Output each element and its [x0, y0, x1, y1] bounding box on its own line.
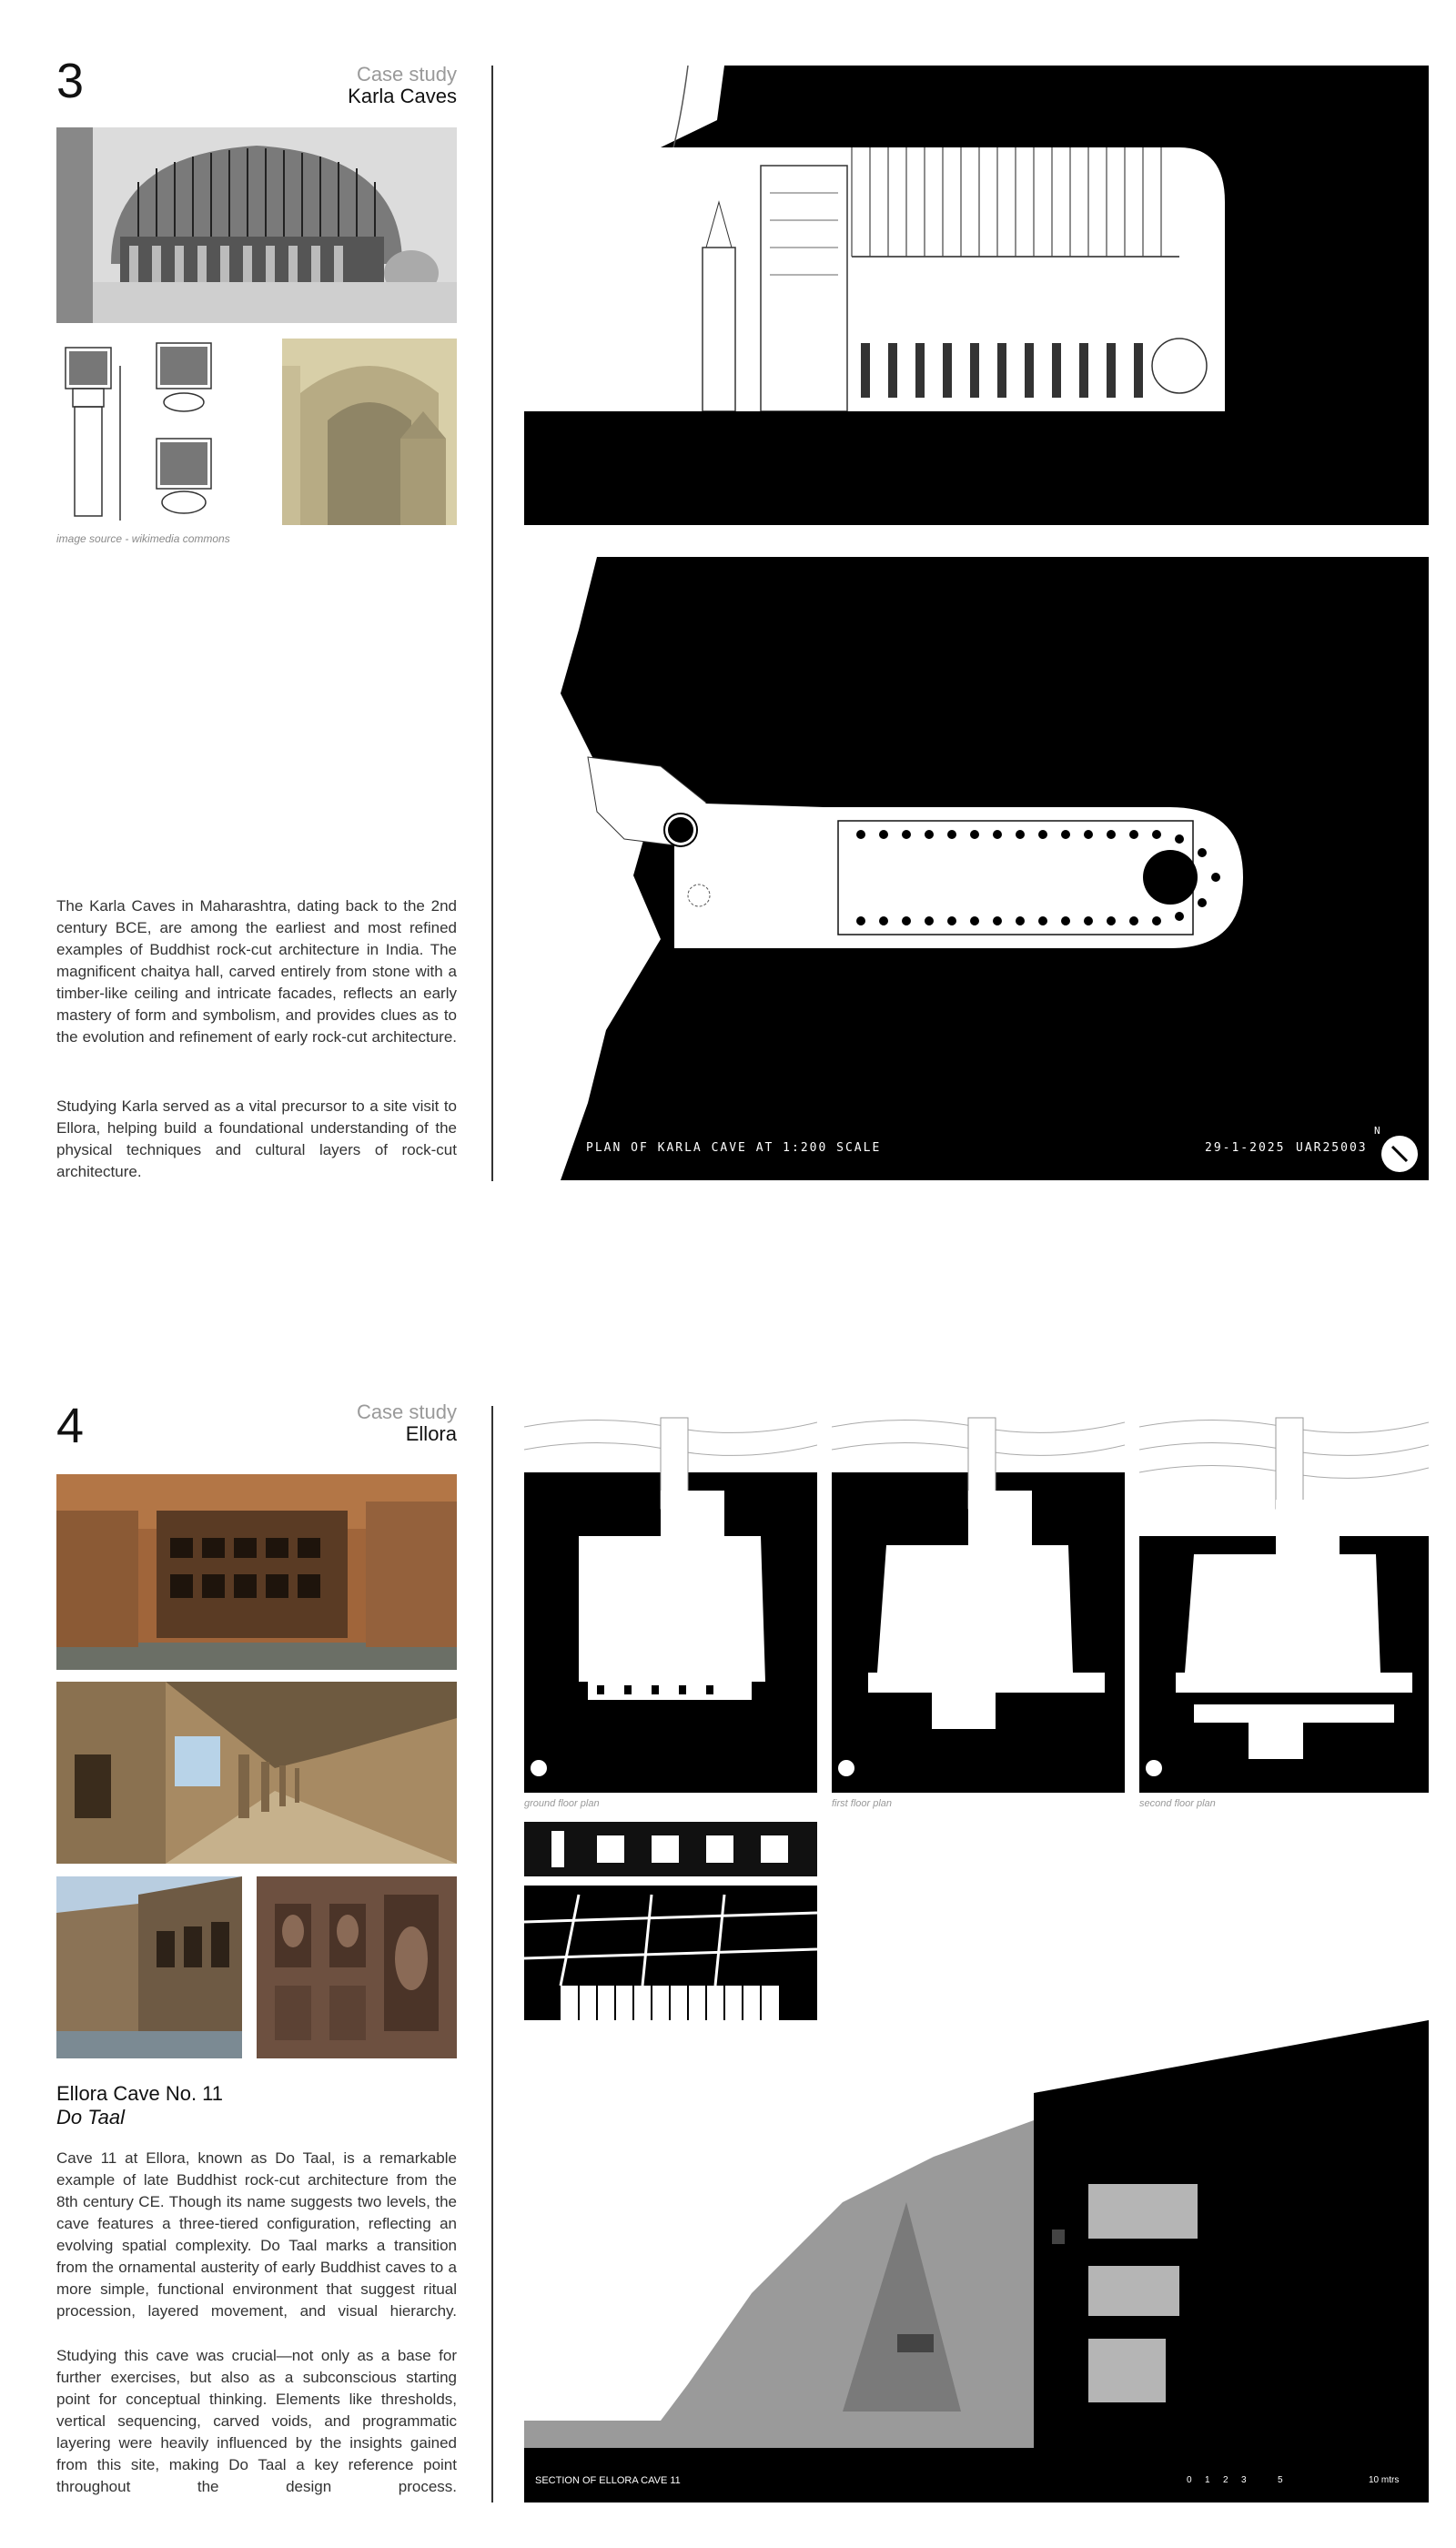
scale-tick: 10 mtrs [1369, 2475, 1400, 2485]
ground-floor-plan [524, 1409, 817, 1793]
second-floor-plan [1139, 1409, 1429, 1793]
ellora-description-2: Studying this cave was crucial—not only as a base for further exercises, but also as a subconscious starting point for conceptual thinking. Elements like thresholds, vertical sequencing, carved voids, and programmatic layering were heavily influenced by the insights gained from this site, making Do Taal a key reference point throughout the design process. [56, 2347, 457, 2495]
pillar-capitals-drawing [56, 339, 238, 525]
ellora-facade-photo [56, 1876, 242, 2058]
ellora-corridor-photo [56, 1682, 457, 1864]
plan-label-ground: ground floor plan [524, 1798, 600, 1809]
image-source-caption: image source - wikimedia commons [56, 532, 230, 545]
karla-description-1: The Karla Caves in Maharashtra, dating back to the 2nd century BCE, are among the earliest and most refined examples of Buddhist rock-cut architecture in India. The magnificent chaitya hall, carved entirely from stone with a timber-like ceiling and intricate facades, reflects an early mastery of form and symbolism, and provides clues as to the evolution and refinement of early rock-cut architecture. [56, 897, 457, 1046]
column-divider [491, 1406, 493, 2502]
ellora-carvings-photo [257, 1876, 457, 2058]
case-study-title: Karla Caves [348, 85, 457, 107]
ellora-section-drawing [524, 2020, 1429, 2502]
case-study-label: Case study [356, 63, 457, 86]
scale-tick: 1 [1205, 2475, 1210, 2485]
north-label: N [1374, 1125, 1382, 1137]
section-number: 3 [56, 54, 85, 108]
section-caption: SECTION OF ELLORA CAVE 11 [535, 2475, 681, 2486]
column-divider [491, 66, 493, 1181]
north-arrow-icon [1381, 1136, 1418, 1172]
section-number: 4 [56, 1399, 85, 1453]
plan-id: UAR25003 [1296, 1141, 1368, 1155]
plan-label-second: second floor plan [1139, 1798, 1216, 1809]
karla-section-drawing [524, 66, 1429, 525]
cave-title: Ellora Cave No. 11 [56, 2082, 224, 2105]
case-study-title: Ellora [405, 1422, 457, 1445]
plan-date: 29-1-2025 [1205, 1141, 1286, 1155]
first-floor-plan [832, 1409, 1125, 1793]
scale-tick: 3 [1241, 2475, 1247, 2485]
scale-tick: 5 [1278, 2475, 1283, 2485]
karla-plan-drawing [524, 557, 1429, 1180]
case-study-label: Case study [356, 1400, 457, 1423]
scale-tick: 0 [1187, 2475, 1192, 2485]
plan-label-first: first floor plan [832, 1798, 893, 1809]
scale-tick: 2 [1223, 2475, 1228, 2485]
karla-description-2: Studying Karla served as a vital precursor to a site visit to Ellora, helping build a foundational understanding of the physical techniques and cultural layers of rock-cut architecture. [56, 1097, 457, 1180]
karla-facade-photo [282, 339, 457, 525]
cave-subtitle: Do Taal [56, 2106, 126, 2128]
ellora-exterior-photo [56, 1474, 457, 1670]
ellora-description-1: Cave 11 at Ellora, known as Do Taal, is a remarkable example of late Buddhist rock-cut architecture from the 8th century CE. Though its name suggests two levels, the cave features a three-tiered configuration, reflecting an evolving spatial complexity. Do Taal marks a transition from the ornamental austerity of early Buddhist caves to a more simple, functional environment that suggest ritual procession, layered movement, and visual hierarchy. [56, 2149, 457, 2320]
karla-interior-engraving [56, 127, 457, 323]
plan-caption: PLAN OF KARLA CAVE AT 1:200 SCALE [586, 1141, 882, 1155]
